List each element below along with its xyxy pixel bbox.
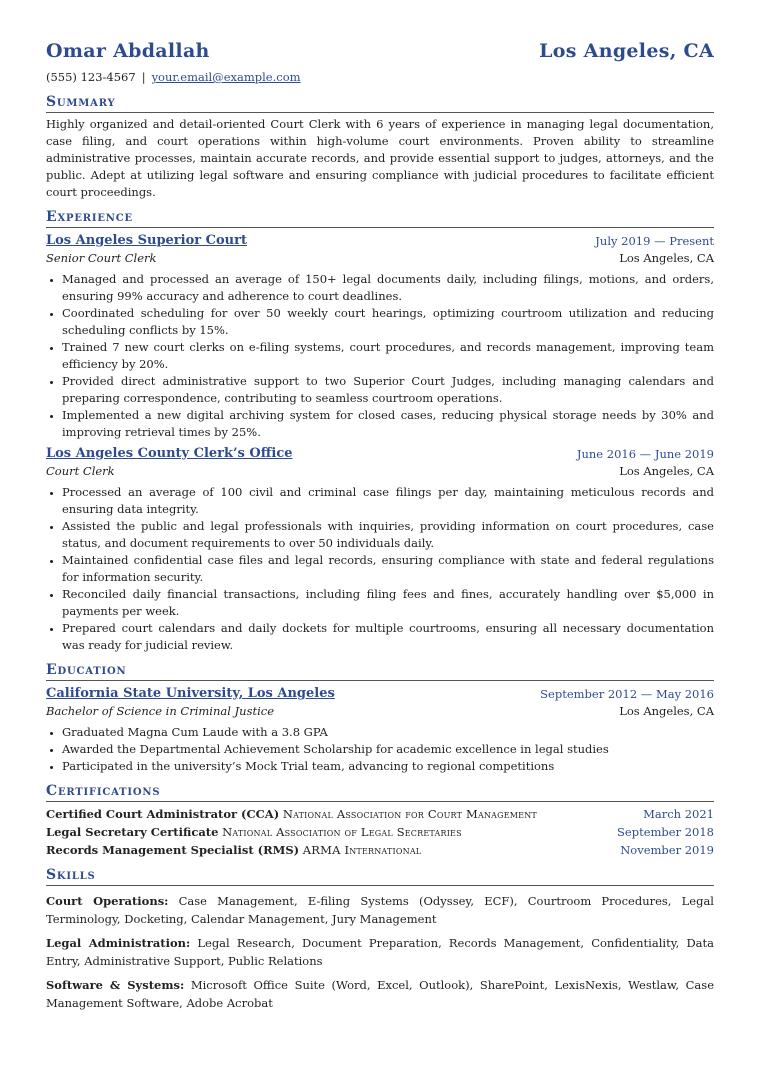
job-bullets bbox=[46, 484, 714, 654]
list-item: • Graduated Magna Cum Laude with a 3.8 GPA bbox=[62, 724, 714, 741]
list-item: • Awarded the Departmental Achievement Scholarship for academic excellence in legal studies bbox=[62, 741, 714, 758]
skill-category: Court Operations: bbox=[46, 894, 169, 908]
employer-link[interactable]: Los Angeles County Clerk’s Office bbox=[46, 446, 293, 461]
section-title-experience: Experience bbox=[46, 209, 714, 228]
list-item: • Coordinated scheduling for over 50 weekly court hearings, optimizing courtroom utilization and reducing scheduling conflicts by 15%. bbox=[62, 305, 714, 339]
school-location: Los Angeles, CA bbox=[619, 704, 714, 718]
skill-category: Software & Systems: bbox=[46, 978, 185, 992]
certification-name: Records Management Specialist (RMS) bbox=[46, 843, 300, 857]
candidate-name: Omar Abdallah bbox=[46, 40, 210, 62]
list-item: • Implemented a new digital archiving system for closed cases, reducing physical storage needs by 30% and improving retrieval times by 25%. bbox=[62, 407, 714, 441]
section-title-summary: Summary bbox=[46, 94, 714, 113]
list-item: • Processed an average of 100 civil and criminal case filings per day, maintaining meticulous records and ensuring data integrity. bbox=[62, 484, 714, 518]
summary-text: Highly organized and detail-oriented Court Clerk with 6 years of experience in managing legal documentation, case filing, and court operations within high-volume court environments. Proven ability to streamline administrative processes, maintain accurate records, and provide essential support to judges, attorneys, and the public. Adept at utilizing legal software and ensuring compliance with judicial procedures to facilitate efficient court proceedings. bbox=[46, 117, 714, 199]
list-item: • Maintained confidential case files and legal records, ensuring compliance with state and federal regulations for information security. bbox=[62, 552, 714, 586]
skill-category: Legal Administration: bbox=[46, 936, 191, 950]
list-item: • Reconciled daily financial transactions, including filing fees and fines, accurately handling over $5,000 in payments per week. bbox=[62, 586, 714, 620]
skill-group bbox=[46, 976, 714, 1012]
resume-header bbox=[46, 40, 714, 66]
certification-date: March 2021 bbox=[643, 807, 714, 821]
list-item: • Managed and processed an average of 150+ legal documents daily, including filings, motions, and orders, ensuring 99% accuracy and adherence to court deadlines. bbox=[62, 271, 714, 305]
list-item: • Prepared court calendars and daily dockets for multiple courtrooms, ensuring all necessary documentation was ready for judicial review. bbox=[62, 620, 714, 654]
skill-list: Microsoft Office Suite (Word, Excel, Outlook), SharePoint, LexisNexis, Westlaw, Case Management Software, Adobe Acrobat bbox=[46, 978, 714, 1010]
employer-link[interactable]: Los Angeles Superior Court bbox=[46, 233, 247, 248]
skill-group bbox=[46, 934, 714, 970]
job-location: Los Angeles, CA bbox=[619, 464, 714, 478]
education-entry bbox=[46, 685, 714, 775]
list-item: • Assisted the public and legal professionals with inquiries, providing information on court procedures, case status, and document requirements to over 50 individuals daily. bbox=[62, 518, 714, 552]
section-title-education: Education bbox=[46, 662, 714, 681]
list-item: • Provided direct administrative support to two Superior Court Judges, including managing calendars and preparing correspondence, contributing to seamless courtroom operations. bbox=[62, 373, 714, 407]
skill-group bbox=[46, 892, 714, 928]
contact-separator: | bbox=[141, 70, 146, 84]
phone-number: (555) 123-4567 bbox=[46, 70, 136, 84]
email-link[interactable]: your.email@example.com bbox=[151, 70, 301, 84]
job-bullets bbox=[46, 271, 714, 441]
experience-entry bbox=[46, 232, 714, 441]
candidate-location: Los Angeles, CA bbox=[539, 40, 714, 62]
skill-list: Legal Research, Document Preparation, Records Management, Confidentiality, Data Entry, Administrative Support, Public Relations bbox=[46, 936, 715, 968]
list-item: • Trained 7 new court clerks on e-filing systems, court procedures, and records management, improving team efficiency by 20%. bbox=[62, 339, 714, 373]
section-title-skills: Skills bbox=[46, 867, 714, 886]
certification-issuer: National Association for Court Management bbox=[282, 807, 537, 821]
education-dates: September 2012 — May 2016 bbox=[540, 687, 714, 701]
job-title: Court Clerk bbox=[46, 464, 115, 478]
certification-date: September 2018 bbox=[617, 825, 714, 839]
skill-list: Case Management, E-filing Systems (Odyssey, ECF), Courtroom Procedures, Legal Terminology, Docketing, Calendar Management, Jury Management bbox=[46, 894, 714, 926]
certification-name: Certified Court Administrator (CCA) bbox=[46, 807, 280, 821]
education-bullets bbox=[46, 724, 714, 775]
employment-dates: June 2016 — June 2019 bbox=[576, 447, 714, 461]
certification-issuer: ARMA International bbox=[302, 843, 422, 857]
resume-page bbox=[46, 40, 714, 1012]
certification-name: Legal Secretary Certificate bbox=[46, 825, 219, 839]
certifications-list bbox=[46, 805, 714, 859]
certification-date: November 2019 bbox=[620, 843, 714, 857]
employment-dates: July 2019 — Present bbox=[595, 234, 714, 248]
job-location: Los Angeles, CA bbox=[619, 251, 714, 265]
degree: Bachelor of Science in Criminal Justice bbox=[46, 704, 275, 718]
job-title: Senior Court Clerk bbox=[46, 251, 157, 265]
school-link[interactable]: California State University, Los Angeles bbox=[46, 686, 335, 701]
contact-line bbox=[46, 70, 714, 86]
certification-row bbox=[46, 823, 714, 841]
certification-row bbox=[46, 805, 714, 823]
certification-row bbox=[46, 841, 714, 859]
list-item: • Participated in the university’s Mock Trial team, advancing to regional competitions bbox=[62, 758, 714, 775]
section-title-certifications: Certifications bbox=[46, 783, 714, 802]
experience-entry bbox=[46, 445, 714, 654]
certification-issuer: National Association of Legal Secretaries bbox=[222, 825, 462, 839]
